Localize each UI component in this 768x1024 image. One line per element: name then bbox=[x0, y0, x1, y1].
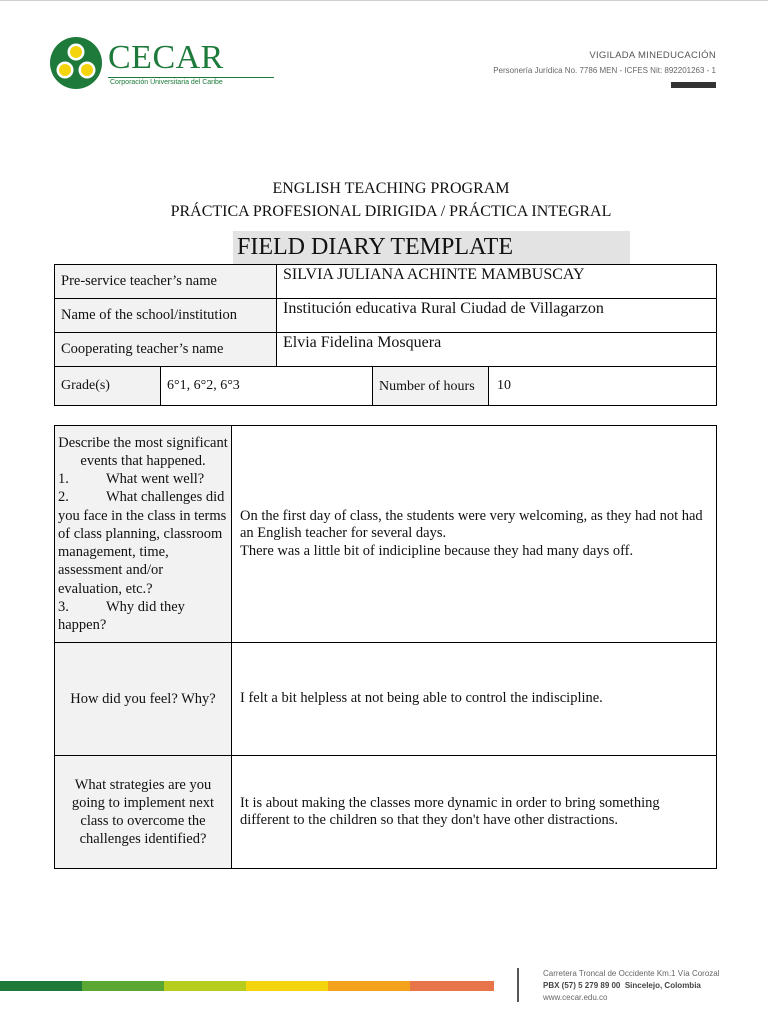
events-question bbox=[55, 426, 232, 643]
footer-contact bbox=[543, 981, 701, 990]
teacher-row bbox=[55, 265, 717, 299]
footer-phone: PBX (57) 5 279 89 00 bbox=[543, 981, 621, 990]
hours-label: Number of hours bbox=[373, 367, 489, 406]
school-row bbox=[55, 299, 717, 333]
school-value: Institución educativa Rural Ciudad de Villagarzon bbox=[277, 299, 717, 333]
logo-underline bbox=[108, 77, 274, 78]
program-title: ENGLISH TEACHING PROGRAM bbox=[272, 180, 510, 197]
stripe-segment bbox=[164, 981, 246, 991]
grades-row bbox=[55, 367, 717, 406]
teacher-label: Pre-service teacher’s name bbox=[55, 265, 277, 299]
strategies-question: What strategies are you going to implement next class to overcome the challenges identified? bbox=[55, 756, 232, 869]
hours-value: 10 bbox=[489, 367, 717, 406]
grades-label: Grade(s) bbox=[55, 367, 161, 406]
logo-wordmark: CECAR bbox=[108, 39, 224, 76]
coop-row bbox=[55, 333, 717, 367]
events-row bbox=[55, 426, 717, 643]
teacher-value: SILVIA JULIANA ACHINTE MAMBUSCAY bbox=[277, 265, 717, 299]
reflection-table bbox=[54, 425, 717, 869]
header-dark-bar bbox=[671, 82, 716, 88]
logo-emblem-icon bbox=[48, 35, 104, 91]
stripe-segment bbox=[246, 981, 328, 991]
vigilada-text: VIGILADA MINEDUCACIÓN bbox=[589, 50, 716, 61]
logo-subtitle: Corporación Universitaria del Caribe bbox=[110, 79, 223, 86]
stripe-segment bbox=[328, 981, 410, 991]
list-item: 2. What challenges did you face in the class in terms of class planning, classroom management, time, assessment and/or evaluation, etc.? bbox=[58, 489, 227, 597]
grades-value: 6°1, 6°2, 6°3 bbox=[161, 367, 373, 406]
personeria-text: Personería Jurídica No. 7786 MEN - ICFES Nit: 892201263 - 1 bbox=[493, 66, 716, 75]
school-label: Name of the school/institution bbox=[55, 299, 277, 333]
events-answer-line1: On the first day of class, the students were very welcoming, as they had not had an English teacher for several days. bbox=[240, 507, 703, 542]
feelings-answer: I felt a bit helpless at not being able to control the indiscipline. bbox=[232, 643, 717, 756]
footer-website[interactable]: www.cecar.edu.co bbox=[543, 993, 608, 1002]
events-answer bbox=[232, 426, 717, 643]
footer-address: Carretera Troncal de Occidente Km.1 Vía Corozal bbox=[543, 969, 720, 978]
coop-label: Cooperating teacher’s name bbox=[55, 333, 277, 367]
feelings-question: How did you feel? Why? bbox=[55, 643, 232, 756]
list-item: 1. What went well? bbox=[58, 471, 205, 488]
footer-city: Sincelejo, Colombia bbox=[624, 981, 701, 990]
stripe-segment bbox=[0, 981, 82, 991]
stripe-segment bbox=[410, 981, 494, 991]
footer-divider bbox=[517, 968, 519, 1002]
cecar-logo bbox=[48, 35, 238, 95]
strategies-row bbox=[55, 756, 717, 869]
list-item: 3. Why did they happen? bbox=[58, 598, 185, 633]
stripe-segment bbox=[82, 981, 164, 991]
feelings-row bbox=[55, 643, 717, 756]
events-list bbox=[58, 470, 228, 634]
practice-title: PRÁCTICA PROFESIONAL DIRIGIDA / PRÁCTICA INTEGRAL bbox=[170, 203, 612, 220]
footer-color-stripe bbox=[0, 981, 494, 991]
events-intro: Describe the most significant events that happened. bbox=[58, 434, 228, 470]
top-border bbox=[0, 0, 768, 1]
strategies-answer: It is about making the classes more dynamic in order to bring something different to the children so that they don't have other distractions. bbox=[232, 756, 717, 869]
template-title: FIELD DIARY TEMPLATE bbox=[233, 231, 630, 264]
coop-value: Elvia Fidelina Mosquera bbox=[277, 333, 717, 367]
info-table bbox=[54, 264, 717, 406]
events-answer-line2: There was a little bit of indicipline because they had many days off. bbox=[240, 542, 634, 559]
